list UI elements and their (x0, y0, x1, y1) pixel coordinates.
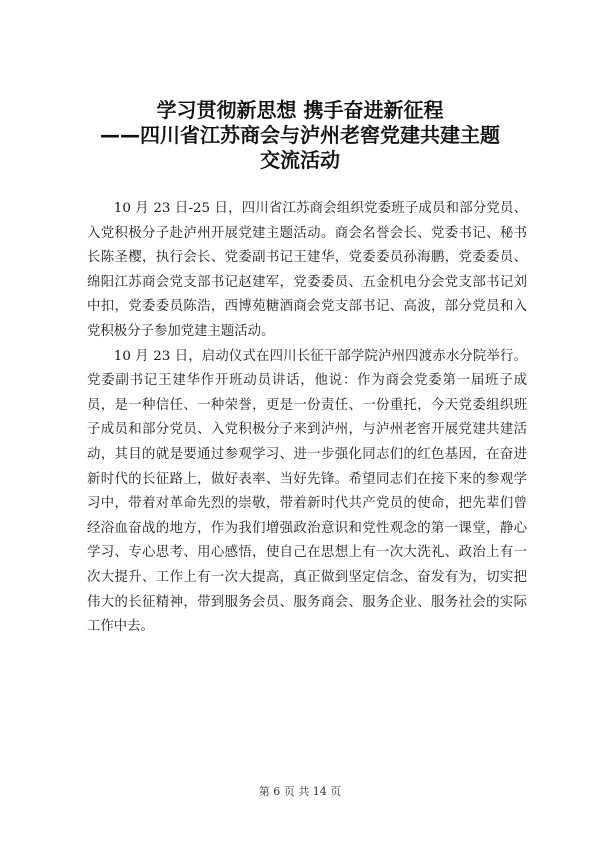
paragraph-2: 10 月 23 日，启动仪式在四川长征干部学院泸州四渡赤水分院举行。党委副书记王建华作开班动员讲话，他说：作为商会党委第一届班子成员，是一种信任、一种荣誉，更是一份责任、一份重托，今天党委组织班子成员和部分党员、入党积极分子来到泸州，与泸州老窖开展党建共建活动，其目的就是要通过参观学习、进一步强化同志们的红色基因，在奋进新时代的长征路上，做好表率、当好先锋。希望同志们在接下来的参观学习中，带着对革命先烈的崇敬，带着新时代共产党员的使命，把先辈们曾经浴血奋战的地方，作为我们增强政治意识和党性观念的第一课堂，静心学习、专心思考、用心感悟，使自己在思想上有一次大洗礼、政治上有一次大提升、工作上有一次大提高，真正做到坚定信念、奋发有为，切实把伟大的长征精神，带到服务会员、服务商会、服务企业、服务社会的实际工作中去。 (87, 348, 527, 635)
document-title (0, 98, 600, 173)
paragraph-1: 10 月 23 日-25 日，四川省江苏商会组织党委班子成员和部分党员、入党积极分子赴泸州开展党建主题活动。商会名誉会长、党委书记、秘书长陈圣樱，执行会长、党委副书记王建华，党委委员孙海鹏，党委委员、绵阳江苏商会党支部书记赵建军，党委委员、五金机电分会党支部书记刘中扣，党委委员陈浩，西博苑糖酒商会党支部书记、高波，部分党员和入党积极分子参加党建主题活动。 (87, 201, 527, 339)
document-body (87, 197, 527, 640)
page-number-footer: 第 6 页 共 14 页 (258, 785, 342, 798)
title-line-2: ——四川省江苏商会与泸州老窖党建共建主题 (100, 123, 500, 147)
title-line-3: 交流活动 (260, 148, 340, 172)
title-line-1: 学习贯彻新思想 携手奋进新征程 (156, 98, 444, 122)
